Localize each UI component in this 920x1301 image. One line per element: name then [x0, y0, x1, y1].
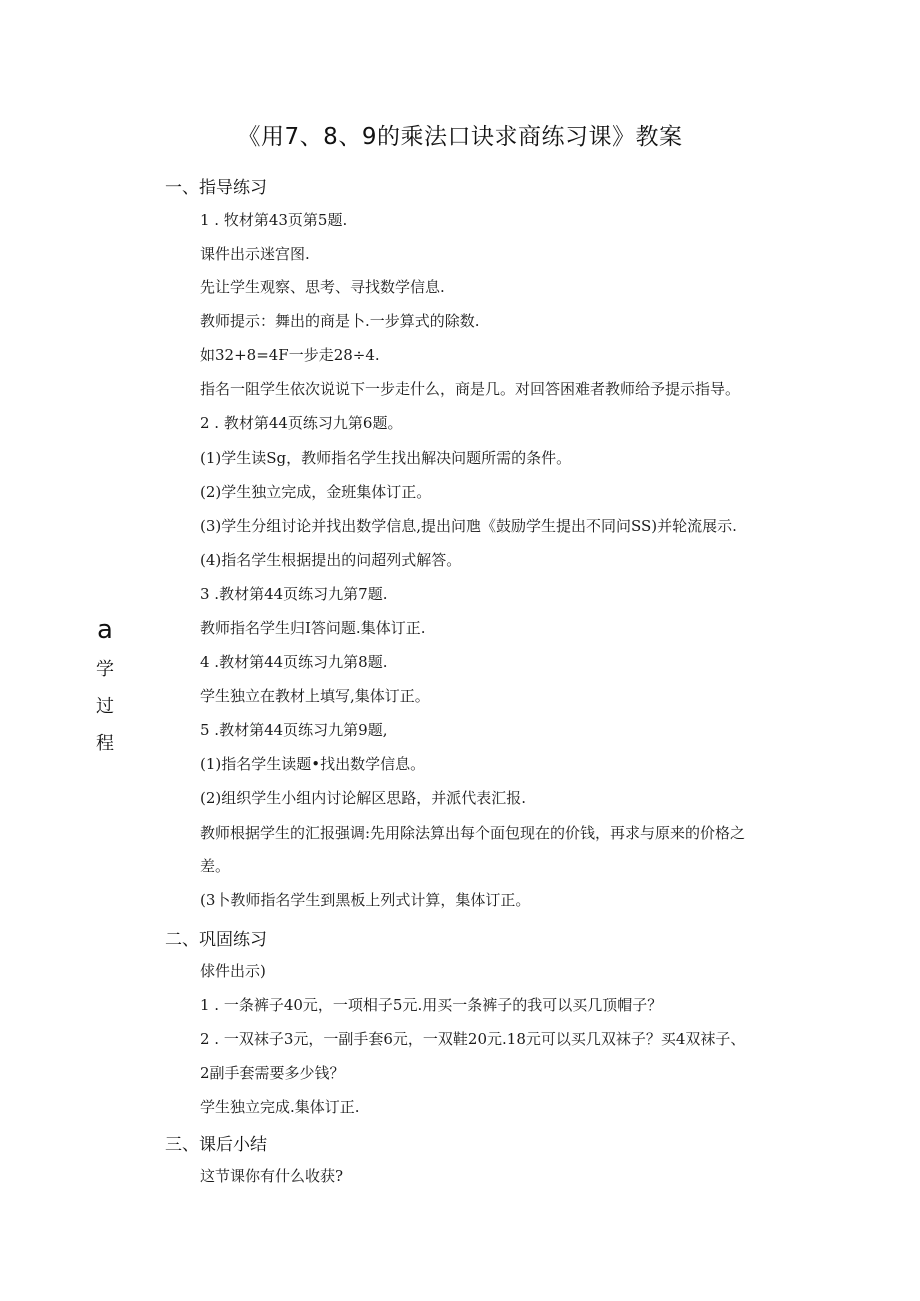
text-line: 1 . 一条裤子40元，一项相子5元.用买一条裤子的我可以买几顶帽子？	[200, 996, 663, 1014]
text-line: 如32+8=4F一步走28÷4.	[200, 346, 380, 364]
section-heading-guided-practice: 一、指导练习	[165, 178, 267, 198]
text-line: (4)指名学生根据提出的问超列式解答。	[200, 551, 462, 569]
text-line: 2 . 一双袜子3元，一副手套6元，一双鞋20元.18元可以买几双袜子？买4双袜子、	[200, 1030, 746, 1048]
text-line: 差。	[200, 857, 231, 875]
text-line: 先让学生观察、思考、寻找数学信息.	[200, 278, 445, 296]
text-line: (3卜教师指名学生到黑板上列式计算，集体订正。	[200, 891, 531, 909]
text-line: 1 . 牧材第43页第5题.	[200, 211, 348, 229]
side-label-char: 过	[96, 696, 114, 717]
text-line: 学生独立在教材上填写,集体订正。	[200, 687, 430, 705]
side-label-char: 程	[96, 733, 114, 754]
text-line: 4 .教材第44页练习九第8题.	[200, 653, 388, 671]
text-line: 学生独立完成.集体订正.	[200, 1098, 360, 1116]
side-label	[90, 615, 120, 762]
text-line: 教师指名学生归I答问题.集体订正.	[200, 619, 426, 637]
text-line: 这节课你有什么收获?	[200, 1167, 344, 1185]
section-heading-consolidation: 二、巩固练习	[165, 930, 267, 950]
text-line: (2)组织学生小组内讨论解区思路，并派代表汇报.	[200, 789, 527, 807]
text-line: 2 . 教材第44页练习九第6题。	[200, 414, 403, 432]
text-line: (3)学生分组讨论并找出数学信息,提出问虺《鼓励学生提出不同问SS)并轮流展示.	[200, 517, 737, 535]
text-line: 课件出示迷宫图.	[200, 245, 310, 263]
side-label-char: 学	[96, 659, 114, 680]
text-line: 2副手套需要多少钱？	[200, 1064, 345, 1082]
text-line: 指名一阻学生依次说说下一步走什么，商是几。对回答困难者教师给予提示指导。	[200, 380, 741, 398]
text-line: 3 .教材第44页练习九第7题.	[200, 585, 388, 603]
text-line: (2)学生独立完成，金班集体订正。	[200, 483, 432, 501]
text-line: (1)学生读Sg，教师指名学生找出解决问题所需的条件。	[200, 449, 572, 467]
document-title: 《用7、8、9的乘法口诀求商练习课》教案	[237, 124, 683, 150]
text-line: 5 .教材第44页练习九第9题,	[200, 721, 388, 739]
side-label-first: a	[97, 615, 113, 645]
text-line: 俅件出示)	[200, 962, 266, 980]
text-line: 教师提示：舞出的商是卜.一步算式的除数.	[200, 312, 480, 330]
text-line: 教师根据学生的汇报强调:先用除法算出每个面包现在的价钱，再求与原来的价格之	[200, 824, 746, 842]
text-line: (1)指名学生读题•找出数学信息。	[200, 755, 426, 773]
section-heading-summary: 三、课后小结	[165, 1135, 267, 1155]
